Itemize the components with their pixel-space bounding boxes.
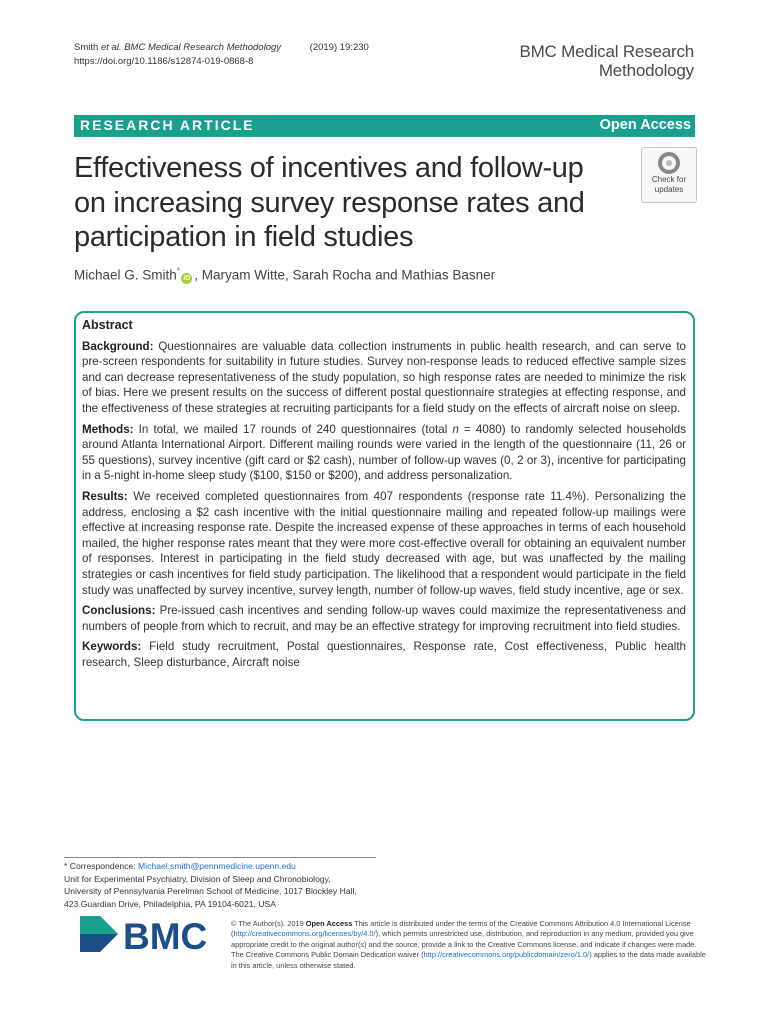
- affiliation-line2: University of Pennsylvania Perelman School of Medicine, 1017 Blockley Hall,: [64, 886, 357, 896]
- author-others: , Maryam Witte, Sarah Rocha and Mathias Basner: [194, 267, 496, 283]
- keywords-text: Field study recruitment, Postal questionnaires, Response rate, Cost effectiveness, Public health research, Sleep disturbance, Aircraft noise: [82, 640, 686, 669]
- doi-link[interactable]: https://doi.org/10.1186/s12874-019-0868-8: [74, 56, 254, 67]
- methods-text-b: = 4080) to randomly selected households around Atlanta International Airport. Different mailing rounds were varied in the length of the questionnaire (11, 26 or 55 questions), survey incentive (gift card or $2 cash), number of follow-up waves (0, 2 or 3), incentive for participating in a 5-night in-home sleep study ($100, $150 or $200), and address personalization.: [82, 422, 686, 483]
- license-text-c: ), which permits unrestricted use, distribution, and reproduction in any medium, provided you give appropriate credit to the original author(s) and the source, provide a link to the Creative Commons license, and indicate if changes were made. The Creative Commons Public Domain Dedication waiver (: [231, 929, 697, 960]
- license-statement: [231, 919, 707, 971]
- citation-journal: BMC Medical Research Methodology: [124, 42, 282, 53]
- correspondence-line: [64, 860, 384, 873]
- methods-label: Methods:: [82, 422, 134, 436]
- citation-etal: et al.: [100, 42, 122, 53]
- results-label: Results:: [82, 489, 128, 503]
- journal-name-line1: BMC Medical Research: [519, 42, 694, 61]
- open-access-label: Open Access: [599, 117, 691, 133]
- footnote-rule: [64, 857, 376, 858]
- license-open-access: Open Access: [305, 919, 353, 928]
- article-type-banner: [74, 115, 695, 137]
- journal-name: [519, 42, 694, 80]
- article-title: [74, 151, 614, 255]
- title-line-2: on increasing survey response rates and: [74, 186, 585, 219]
- title-line-3: participation in field studies: [74, 221, 414, 253]
- methods-text-a: In total, we mailed 17 rounds of 240 questionnaires (total: [133, 422, 453, 436]
- background-label: Background:: [82, 339, 154, 353]
- check-for-updates-badge[interactable]: [641, 147, 697, 203]
- conclusions-text: Pre-issued cash incentives and sending follow-up waves could maximize the representativeness and numbers of people from which to recruit, and may be an effective strategy for improving recruitment into field studies.: [82, 604, 686, 633]
- citation-year-volume: (2019) 19:230: [309, 42, 369, 53]
- abstract-heading: Abstract: [82, 318, 133, 332]
- citation-header: [74, 41, 369, 69]
- methods-n: n: [452, 422, 459, 436]
- bmc-logo-mark-teal: [80, 916, 118, 934]
- results-text: We received completed questionnaires from 407 respondents (response rate 11.4%). Personalizing the address, enclosing a $2 cash incentive with the initial questionnaire mailing and repeated follow-up mailings were effective at increasing response rate. Despite the increased expense of these approaches in terms of each household mailed, the higher response rates meant that they were more cost-effective overall for obtaining an equivalent number of responses. Interest in participating in the field study decreased with age, but was unaffected by the mailing strategies or cash incentives for field study participation. The likelihood that a respondent would participate in the field study was unaffected by survey incentive, survey length, number of follow-up waves, field study incentive, age or sex.: [82, 489, 686, 597]
- abstract-keywords: [82, 639, 686, 670]
- check-for-updates-line1: Check for: [651, 175, 687, 184]
- license-url-2[interactable]: http://creativecommons.org/publicdomain/zero/1.0/: [423, 950, 590, 960]
- abstract-results: [82, 489, 686, 598]
- abstract-content: [82, 318, 686, 675]
- citation-authors: Smith: [74, 42, 99, 53]
- background-text: Questionnaires are valuable data collection instruments in public health research, and can serve to pre-screen respondents for suitability in future studies. Survey non-response leads to reduced effective sample sizes and can decrease representativeness of the study population, so high response rates are needed to minimize the risk of bias. Here we present results on the success of different postal questionnaire strategies at effecting response, and the effectiveness of these strategies at recruiting participants for a field study on the effects of aircraft noise on sleep.: [82, 339, 686, 415]
- journal-name-line2: Methodology: [598, 61, 694, 80]
- license-copyright: © The Author(s). 2019: [231, 919, 306, 928]
- citation-line: [74, 41, 369, 55]
- title-line-1: Effectiveness of incentives and follow-up: [74, 152, 584, 184]
- keywords-label: Keywords:: [82, 640, 142, 654]
- correspondence-label: * Correspondence:: [64, 861, 139, 871]
- corresponding-mark: *: [176, 266, 181, 276]
- correspondence-email[interactable]: Michael.smith@pennmedicine.upenn.edu: [138, 861, 296, 871]
- abstract-methods: [82, 422, 686, 484]
- orcid-icon[interactable]: iD: [183, 274, 191, 282]
- bmc-logo: [78, 912, 216, 958]
- license-text-b: This article is distributed under the terms of the Creative Commons Attribution 4.0 International License (: [231, 919, 691, 939]
- affiliation-line3: 423 Guardian Drive, Philadelphia, PA 19104-6021, USA: [64, 898, 276, 909]
- bmc-logo-text: BMC: [123, 916, 208, 957]
- correspondence-footnote: [64, 860, 384, 910]
- affiliation-line1: Unit for Experimental Psychiatry, Division of Sleep and Chronobiology,: [64, 873, 331, 884]
- license-url-1[interactable]: http://creativecommons.org/licenses/by/4.0/: [233, 929, 376, 939]
- author-corresponding[interactable]: Michael G. Smith: [74, 267, 177, 283]
- abstract-background: [82, 339, 686, 417]
- article-type-label: RESEARCH ARTICLE: [80, 117, 255, 133]
- author-list: [74, 266, 495, 284]
- conclusions-label: Conclusions:: [82, 604, 156, 618]
- license-text-d: ) applies to the data made available in this article, unless otherwise stated.: [231, 950, 706, 970]
- check-for-updates-line2: updates: [654, 185, 684, 194]
- abstract-conclusions: [82, 603, 686, 634]
- check-for-updates-icon: [658, 152, 680, 174]
